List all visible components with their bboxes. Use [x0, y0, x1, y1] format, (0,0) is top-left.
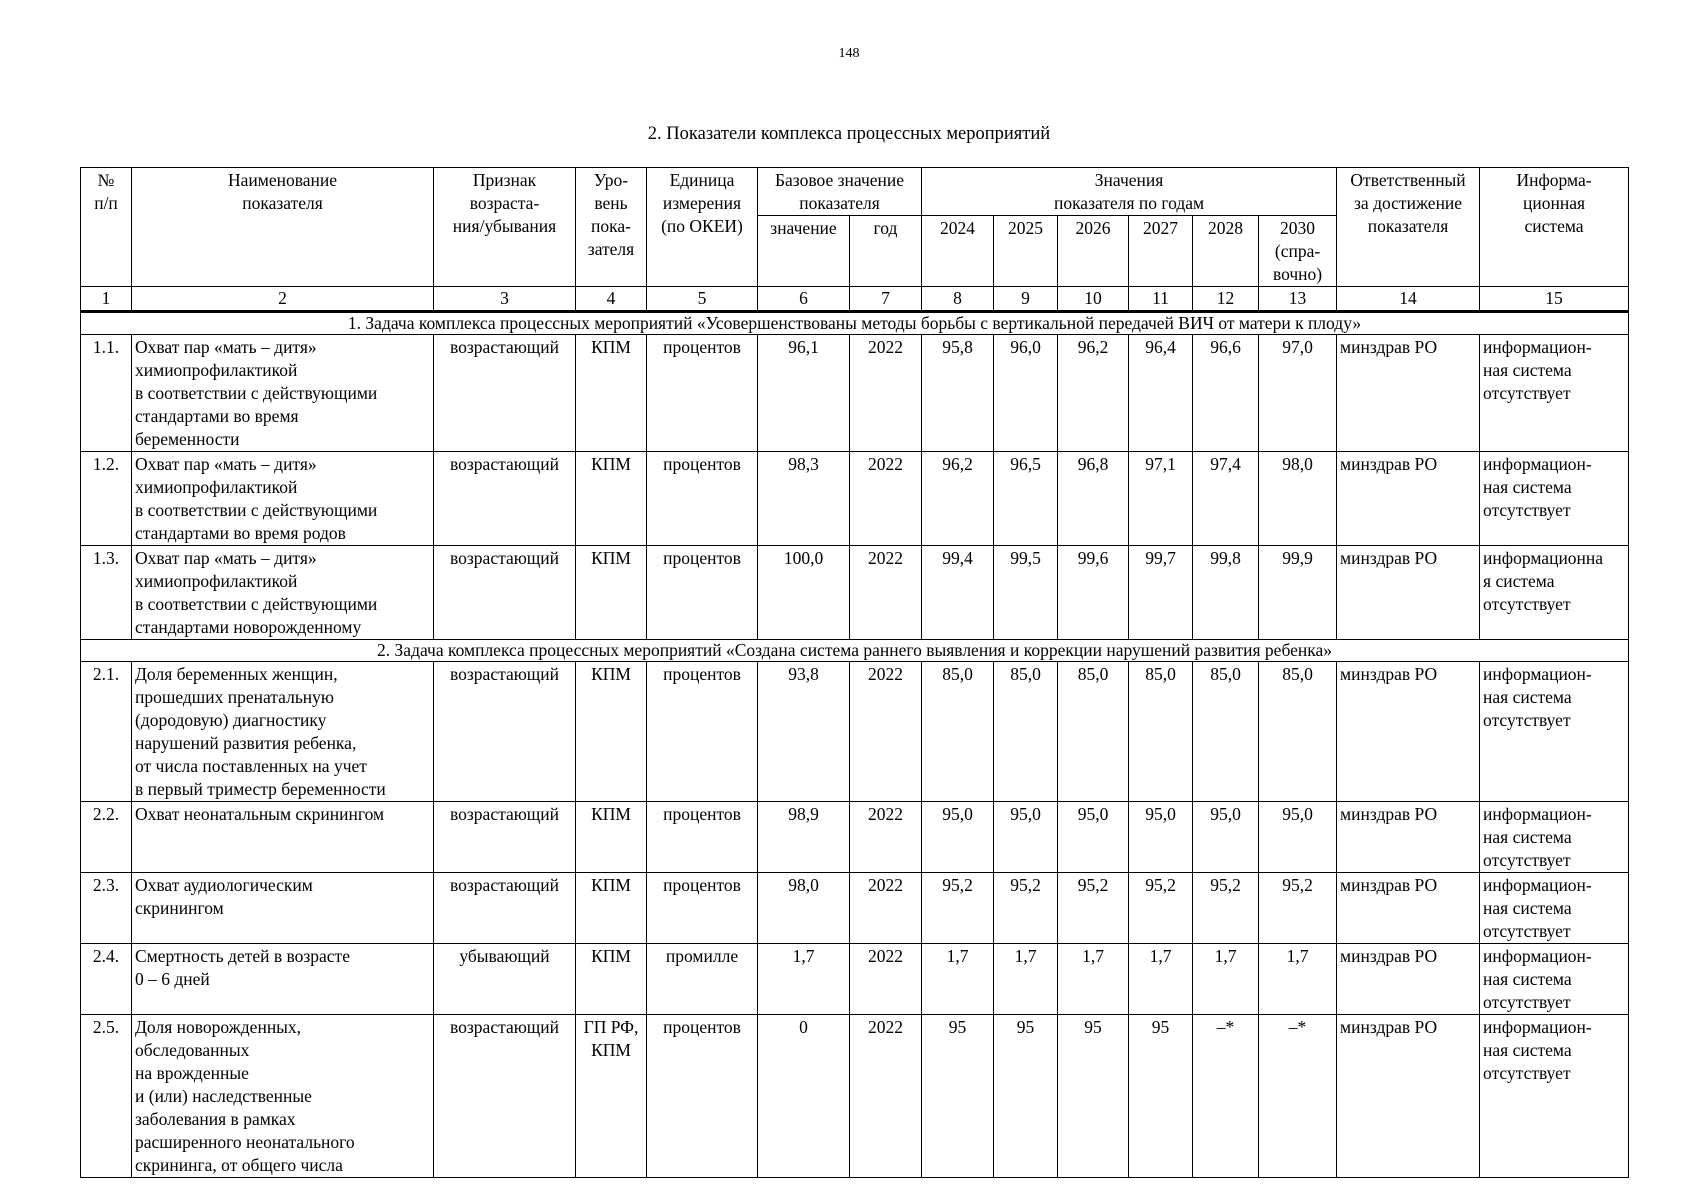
trend-cell: возрастающий [434, 1015, 576, 1178]
trend-cell: возрастающий [434, 335, 576, 452]
table-row [81, 1015, 1629, 1178]
year-value-cell: 96,0 [994, 335, 1058, 452]
unit-cell: процентов [647, 452, 758, 546]
year-value-cell: 96,2 [1058, 335, 1129, 452]
table-row [81, 944, 1629, 1015]
row-number: 2.1. [81, 662, 132, 802]
year-value-cell: 99,8 [1193, 546, 1259, 640]
task-1-title: 1. Задача комплекса процессных мероприятий «Усовершенствованы методы борьбы с вертикальной передачей ВИЧ от матери к плоду» [81, 312, 1629, 335]
year-value-cell: 97,1 [1129, 452, 1193, 546]
year-value-cell: 1,7 [1129, 944, 1193, 1015]
base-year-cell: 2022 [850, 452, 922, 546]
table-row [81, 662, 1629, 802]
year-value-cell: 85,0 [994, 662, 1058, 802]
year-value-cell: 85,0 [1058, 662, 1129, 802]
task-row [81, 312, 1629, 335]
indicator-name: Охват неонатальным скринингом [132, 802, 434, 873]
column-number: 1 [81, 287, 132, 312]
header-year: 2028 [1193, 216, 1259, 287]
column-number: 10 [1058, 287, 1129, 312]
base-value-cell: 1,7 [758, 944, 850, 1015]
year-value-cell: 99,7 [1129, 546, 1193, 640]
header-name: Наименование показателя [132, 168, 434, 287]
year-value-cell: 95,2 [1259, 873, 1337, 944]
year-value-cell: 85,0 [1259, 662, 1337, 802]
base-value-cell: 98,9 [758, 802, 850, 873]
trend-cell: возрастающий [434, 546, 576, 640]
header-year: 2030 (спра- вочно) [1259, 216, 1337, 287]
infosys-cell: информацион- ная система отсутствует [1480, 335, 1629, 452]
level-cell: ГП РФ, КПМ [576, 1015, 647, 1178]
year-value-cell: 96,2 [922, 452, 994, 546]
table-row [81, 802, 1629, 873]
year-value-cell: 95 [994, 1015, 1058, 1178]
year-value-cell: 95,2 [994, 873, 1058, 944]
header-year: 2026 [1058, 216, 1129, 287]
level-cell: КПМ [576, 335, 647, 452]
row-number: 1.2. [81, 452, 132, 546]
year-value-cell: 99,9 [1259, 546, 1337, 640]
year-value-cell: 1,7 [1259, 944, 1337, 1015]
year-value-cell: 95,2 [1193, 873, 1259, 944]
trend-cell: убывающий [434, 944, 576, 1015]
year-value-cell: 95,2 [1058, 873, 1129, 944]
year-value-cell: 99,4 [922, 546, 994, 640]
indicator-name: Смертность детей в возрасте 0 – 6 дней [132, 944, 434, 1015]
infosys-cell: информацион- ная система отсутствует [1480, 873, 1629, 944]
year-value-cell: 95,2 [922, 873, 994, 944]
indicators-table [80, 167, 1629, 1178]
unit-cell: процентов [647, 1015, 758, 1178]
year-value-cell: –* [1259, 1015, 1337, 1178]
level-cell: КПМ [576, 452, 647, 546]
header-values: Значения показателя по годам [922, 168, 1337, 216]
header-level: Уро- вень пока- зателя [576, 168, 647, 287]
year-value-cell: 96,5 [994, 452, 1058, 546]
column-numbers-row [81, 287, 1629, 312]
row-number: 2.3. [81, 873, 132, 944]
indicator-name: Доля новорожденных, обследованных на врожденные и (или) наследственные заболевания в рамках расширенного неонатального скрининга, от общего числа [132, 1015, 434, 1178]
level-cell: КПМ [576, 546, 647, 640]
infosys-cell: информацион- ная система отсутствует [1480, 944, 1629, 1015]
table-row [81, 452, 1629, 546]
year-value-cell: 97,0 [1259, 335, 1337, 452]
indicator-name: Охват аудиологическим скринингом [132, 873, 434, 944]
page-number: 148 [838, 46, 860, 61]
year-value-cell: 95 [1058, 1015, 1129, 1178]
base-value-cell: 98,0 [758, 873, 850, 944]
infosys-cell: информацион- ная система отсутствует [1480, 1015, 1629, 1178]
header-year: 2027 [1129, 216, 1193, 287]
year-value-cell: 85,0 [1193, 662, 1259, 802]
year-value-cell: 85,0 [1129, 662, 1193, 802]
base-year-cell: 2022 [850, 873, 922, 944]
infosys-cell: информацион- ная система отсутствует [1480, 662, 1629, 802]
unit-cell: процентов [647, 802, 758, 873]
header-trend: Признак возраста- ния/убывания [434, 168, 576, 287]
year-value-cell: 95 [922, 1015, 994, 1178]
column-number: 11 [1129, 287, 1193, 312]
year-value-cell: 95,2 [1129, 873, 1193, 944]
task-2-title: 2. Задача комплекса процессных мероприятий «Создана система раннего выявления и коррекции нарушений развития ребенка» [81, 640, 1629, 662]
row-number: 1.3. [81, 546, 132, 640]
unit-cell: процентов [647, 546, 758, 640]
unit-cell: промилле [647, 944, 758, 1015]
responsible-cell: минздрав РО [1337, 335, 1480, 452]
year-value-cell: 1,7 [922, 944, 994, 1015]
row-number: 2.4. [81, 944, 132, 1015]
responsible-cell: минздрав РО [1337, 944, 1480, 1015]
base-year-cell: 2022 [850, 1015, 922, 1178]
indicator-name: Охват пар «мать – дитя» химиопрофилактикой в соответствии с действующими стандартами во время родов [132, 452, 434, 546]
year-value-cell: 95,0 [1129, 802, 1193, 873]
responsible-cell: минздрав РО [1337, 1015, 1480, 1178]
table-row [81, 335, 1629, 452]
base-value-cell: 98,3 [758, 452, 850, 546]
responsible-cell: минздрав РО [1337, 662, 1480, 802]
year-value-cell: 1,7 [1058, 944, 1129, 1015]
year-value-cell: 1,7 [994, 944, 1058, 1015]
year-value-cell: 85,0 [922, 662, 994, 802]
infosys-cell: информацион- ная система отсутствует [1480, 802, 1629, 873]
base-year-cell: 2022 [850, 944, 922, 1015]
header-unit: Единица измерения (по ОКЕИ) [647, 168, 758, 287]
year-value-cell: 99,5 [994, 546, 1058, 640]
base-year-cell: 2022 [850, 546, 922, 640]
column-number: 13 [1259, 287, 1337, 312]
unit-cell: процентов [647, 662, 758, 802]
column-number: 6 [758, 287, 850, 312]
responsible-cell: минздрав РО [1337, 452, 1480, 546]
base-value-cell: 96,1 [758, 335, 850, 452]
year-value-cell: 96,8 [1058, 452, 1129, 546]
year-value-cell: 1,7 [1193, 944, 1259, 1015]
base-value-cell: 100,0 [758, 546, 850, 640]
year-value-cell: 95,8 [922, 335, 994, 452]
base-year-cell: 2022 [850, 335, 922, 452]
year-value-cell: 96,4 [1129, 335, 1193, 452]
column-number: 7 [850, 287, 922, 312]
column-number: 14 [1337, 287, 1480, 312]
header-base-value: значение [758, 216, 850, 287]
unit-cell: процентов [647, 873, 758, 944]
base-year-cell: 2022 [850, 662, 922, 802]
row-number: 2.2. [81, 802, 132, 873]
header-responsible: Ответственный за достижение показателя [1337, 168, 1480, 287]
base-value-cell: 93,8 [758, 662, 850, 802]
responsible-cell: минздрав РО [1337, 802, 1480, 873]
trend-cell: возрастающий [434, 452, 576, 546]
level-cell: КПМ [576, 662, 647, 802]
trend-cell: возрастающий [434, 802, 576, 873]
column-number: 3 [434, 287, 576, 312]
table-row [81, 546, 1629, 640]
document-title: 2. Показатели комплекса процессных мероприятий [647, 124, 1051, 144]
year-value-cell: 95,0 [994, 802, 1058, 873]
indicator-name: Доля беременных женщин, прошедших пренатальную (дородовую) диагностику нарушений развития ребенка, от числа поставленных на учет в первый триместр беременности [132, 662, 434, 802]
column-number: 8 [922, 287, 994, 312]
trend-cell: возрастающий [434, 662, 576, 802]
unit-cell: процентов [647, 335, 758, 452]
year-value-cell: –* [1193, 1015, 1259, 1178]
header-infosys: Информа- ционная система [1480, 168, 1629, 287]
header-base: Базовое значение показателя [758, 168, 922, 216]
year-value-cell: 95,0 [1259, 802, 1337, 873]
column-number: 15 [1480, 287, 1629, 312]
year-value-cell: 97,4 [1193, 452, 1259, 546]
header-year: 2025 [994, 216, 1058, 287]
level-cell: КПМ [576, 944, 647, 1015]
column-number: 12 [1193, 287, 1259, 312]
table-row [81, 873, 1629, 944]
indicator-name: Охват пар «мать – дитя» химиопрофилактикой в соответствии с действующими стандартами новорожденному [132, 546, 434, 640]
responsible-cell: минздрав РО [1337, 873, 1480, 944]
year-value-cell: 95 [1129, 1015, 1193, 1178]
year-value-cell: 99,6 [1058, 546, 1129, 640]
header-base-year: год [850, 216, 922, 287]
responsible-cell: минздрав РО [1337, 546, 1480, 640]
year-value-cell: 95,0 [1058, 802, 1129, 873]
year-value-cell: 98,0 [1259, 452, 1337, 546]
base-year-cell: 2022 [850, 802, 922, 873]
level-cell: КПМ [576, 873, 647, 944]
year-value-cell: 96,6 [1193, 335, 1259, 452]
column-number: 4 [576, 287, 647, 312]
infosys-cell: информационна я система отсутствует [1480, 546, 1629, 640]
row-number: 1.1. [81, 335, 132, 452]
level-cell: КПМ [576, 802, 647, 873]
task-row [81, 640, 1629, 662]
column-number: 5 [647, 287, 758, 312]
header-year: 2024 [922, 216, 994, 287]
column-number: 9 [994, 287, 1058, 312]
row-number: 2.5. [81, 1015, 132, 1178]
indicator-name: Охват пар «мать – дитя» химиопрофилактикой в соответствии с действующими стандартами во время беременности [132, 335, 434, 452]
infosys-cell: информацион- ная система отсутствует [1480, 452, 1629, 546]
trend-cell: возрастающий [434, 873, 576, 944]
header-num: № п/п [81, 168, 132, 287]
base-value-cell: 0 [758, 1015, 850, 1178]
header-row [81, 168, 1629, 216]
column-number: 2 [132, 287, 434, 312]
year-value-cell: 95,0 [922, 802, 994, 873]
year-value-cell: 95,0 [1193, 802, 1259, 873]
